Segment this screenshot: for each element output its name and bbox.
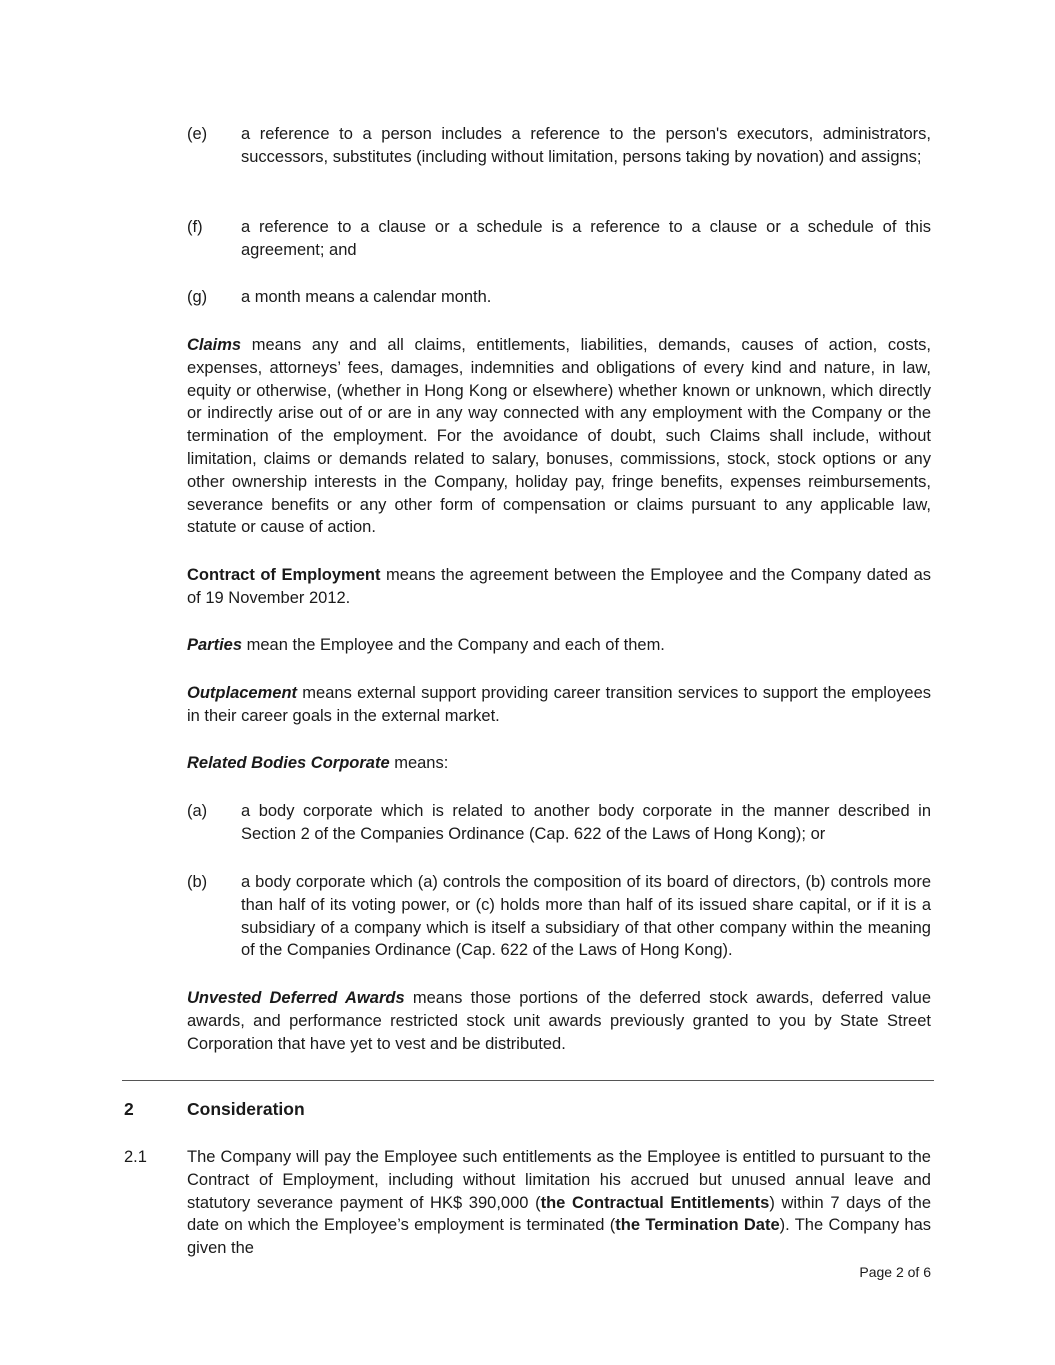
definition-text: means those portions of the deferred stock awards, deferred value awards, and performance restricted stock unit awards previously granted to you by State Street Corporation that have yet to vest and be distributed. — [187, 989, 931, 1053]
definition-contract-of-employment — [187, 564, 931, 610]
defined-term: Parties — [187, 636, 243, 654]
definition-outplacement — [187, 682, 931, 728]
definition-text: means: — [389, 754, 449, 772]
section-heading: Consideration — [187, 1099, 305, 1119]
defined-term: the Termination Date — [615, 1216, 780, 1235]
definition-text: means any and all claims, entitlements, liabilities, demands, causes of action, costs, expenses, attorneys’ fees, damages, indemnities and obligations of every kind and nature, in law, equity or otherwise, (whether in Hong Kong or elsewhere) whether known or unknown, which directly or indirectly arise out of or are in any way connected with any employment with the Company or the termination of the employment. For the avoidance of doubt, such Claims shall include, without limitation, claims or demands related to salary, bonuses, commissions, stock, stock options or any other ownership interests in the Company, holiday pay, fringe benefits, expenses reimbursements, severance benefits or any other form of compensation or claims pursuant to any applicable law, statute or cause of action. — [187, 336, 931, 537]
section-number: 2 — [124, 1099, 134, 1119]
definition-parties — [187, 634, 931, 657]
section-divider — [122, 1080, 934, 1081]
page-number: Page 2 of 6 — [859, 1264, 931, 1280]
clause-2-1-text — [187, 1146, 931, 1260]
list-text: a body corporate which is related to another body corporate in the manner described in Section 2 of the Companies Ordinance (Cap. 622 of the Laws of Hong Kong); or — [241, 802, 931, 843]
list-label: (a) — [187, 802, 208, 820]
list-label: (e) — [187, 125, 208, 143]
definition-claims — [187, 334, 931, 539]
defined-term: the Contractual Entitlements — [540, 1193, 770, 1212]
list-item-b — [187, 871, 931, 962]
list-text: a body corporate which (a) controls the composition of its board of directors, (b) controls more than half of its voting power, or (c) holds more than half of its issued share capital, or if it is a subsidiary of a company which is itself a subsidiary of that other company within the meaning of the Companies Ordinance (Cap. 622 of the Laws of Hong Kong). — [241, 873, 931, 960]
defined-term: Outplacement — [187, 684, 298, 702]
defined-term: Unvested Deferred Awards — [187, 989, 405, 1007]
defined-term: Contract of Employment — [187, 566, 381, 584]
defined-term: Related Bodies Corporate — [187, 754, 390, 772]
list-text: a reference to a person includes a reference to the person's executors, administrators, successors, substitutes (including without limitation, persons taking by novation) and assigns; — [241, 125, 931, 166]
definition-unvested-deferred-awards — [187, 987, 931, 1055]
list-label: (f) — [187, 218, 203, 236]
definition-text: means the agreement between the Employee and the Company dated as of 19 November 2012. — [187, 566, 931, 607]
definition-text: means external support providing career transition services to support the employees in their career goals in the external market. — [187, 684, 931, 725]
clause-text: ) within 7 days of the date on which the Employee’s employment is terminated ( — [187, 1193, 931, 1235]
clause-text: ). The Company has given the — [187, 1216, 931, 1258]
clause-text: The Company will pay the Employee such entitlements as the Employee is entitled to pursuant to the Contract of Employment, including without limitation his accrued but unused annual leave and statutory severance payment of HK$ 390,000 ( — [187, 1148, 931, 1212]
list-label: (g) — [187, 288, 208, 306]
clause-number: 2.1 — [124, 1148, 147, 1166]
definition-related-bodies-corporate — [187, 752, 931, 775]
list-item-e — [187, 123, 931, 169]
list-label: (b) — [187, 873, 208, 891]
defined-term: Claims — [187, 336, 242, 354]
list-item-a — [187, 800, 931, 846]
list-item-f — [187, 216, 931, 262]
list-text: a month means a calendar month. — [241, 288, 492, 306]
list-text: a reference to a clause or a schedule is a reference to a clause or a schedule of this agreement; and — [241, 218, 931, 259]
list-item-g — [187, 286, 931, 309]
definition-text: mean the Employee and the Company and each of them. — [242, 636, 665, 654]
